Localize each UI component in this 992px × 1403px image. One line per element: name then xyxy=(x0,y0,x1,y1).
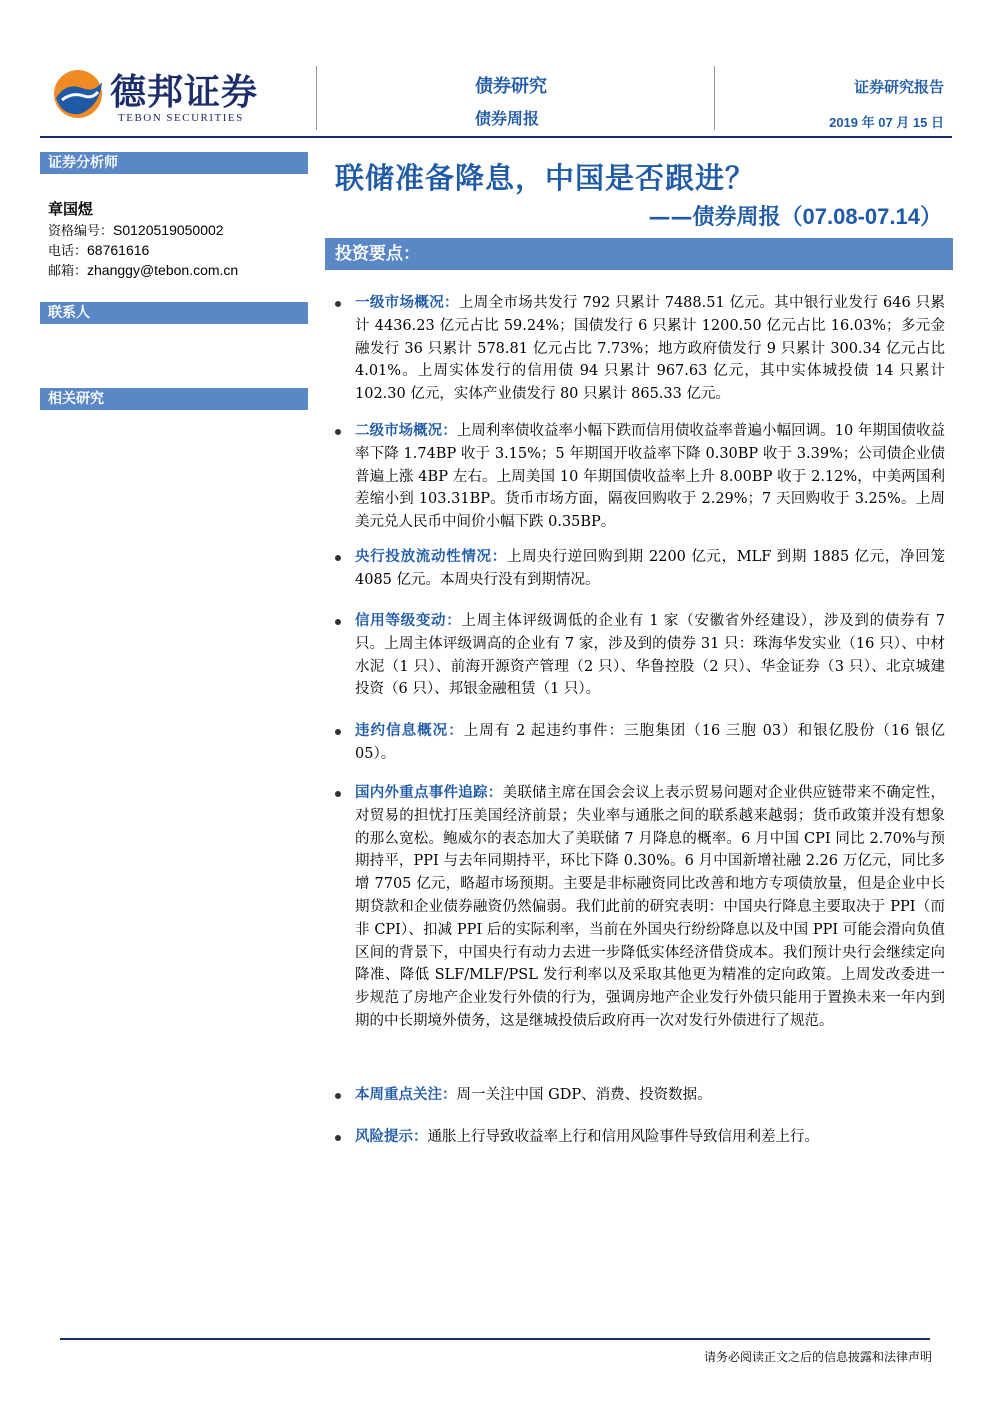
report-category: 债券研究 xyxy=(475,76,547,97)
bullet-rating-change xyxy=(337,610,945,701)
bullet-dot-icon xyxy=(335,555,341,561)
report-subcategory: 债券周报 xyxy=(475,109,540,128)
bullet-weekly-focus xyxy=(337,1084,945,1107)
subtitle-suffix: ） xyxy=(919,204,942,230)
footer-rule xyxy=(60,1338,930,1340)
bullet-dot-icon xyxy=(335,729,341,735)
analyst-heading-bar xyxy=(40,152,308,174)
bullet-dot-icon xyxy=(335,791,341,797)
report-title: 联储准备降息，中国是否跟进？ xyxy=(335,161,756,195)
bullet-default-info xyxy=(337,720,945,766)
bullet-risk-warning xyxy=(337,1126,945,1149)
phone-value: 68761616 xyxy=(87,242,150,258)
phone-line xyxy=(48,240,149,259)
bullet-dot-icon xyxy=(335,1135,341,1141)
bullet-key-events xyxy=(337,782,945,1033)
bullet-label: 二级市场概况： xyxy=(355,422,457,439)
related-heading: 相关研究 xyxy=(48,391,104,407)
contact-heading-bar xyxy=(40,302,308,324)
bullet-label: 央行投放流动性情况： xyxy=(355,548,507,565)
subtitle-date-range: 07.08-07.14 xyxy=(802,204,920,229)
bullet-label: 一级市场概况： xyxy=(355,294,459,311)
qualification-value: S0120519050002 xyxy=(113,222,224,238)
contact-heading: 联系人 xyxy=(48,305,90,321)
analyst-heading: 证券分析师 xyxy=(48,155,118,171)
logo-chinese-name: 德邦证券 xyxy=(110,71,259,113)
footer-disclaimer: 请务必阅读正文之后的信息披露和法律声明 xyxy=(703,1350,932,1364)
bullet-text: 美联储主席在国会会议上表示贸易问题对企业供应链带来不确定性，对贸易的担忧打压美国经济前景；失业率与通胀之间的联系越来越弱；货币政策并没有想象的那么宽松。鲍威尔的表态加大了美联储 7 月降息的概率。6 月中国 CPI 同比 2.70%与预期持平，PPI 与去年同期持平，环比下降 0.30%。6 月中国新增社融 2.26 万亿元，同比多增 7705 亿元，略超市场预期。主要是非标融资同比改善和地方专项债放量，但是企业中长期贷款和企业债券融资仍然偏弱。我们此前的研究表明：中国央行降息主要取决于 PPI（而非 CPI）、扣减 PPI 后的实际利率，当前在外国央行纷纷降息以及中国 PPI 可能会滑向负值区间的背景下，中国央行有动力去进一步降低实体经济借贷成本。我们预计央行会继续定向降准、降低 SLF/MLF/PSL 发行利率以及采取其他更为精准的定向政策。上周发改委进一步规范了房地产企业发行外债的行为，强调房地产企业发行外债只能用于置换未来一年内到期的中长期境外债务，这是继城投债后政府再一次对发行外债进行了规范。 xyxy=(355,785,946,1029)
bullet-dot-icon xyxy=(335,619,341,625)
bullet-text: 上周利率债收益率小幅下跌而信用债收益率普遍小幅回调。10 年期国债收益率下降 1.74BP 收于 3.15%；5 年期国开收益率下降 0.30BP 收于 3.39%；公司债企业债普遍上涨 4BP 左右。上周美国 10 年期国债收益率上升 8.00BP 收于 2.12%，中美两国利差缩小到 103.31BP。货币市场方面，隔夜回购收于 2.29%；7 天回购收于 3.25%。上周美元兑人民币中间价小幅下跌 0.35BP。 xyxy=(355,423,946,531)
email-value[interactable]: zhanggy@tebon.com.cn xyxy=(87,262,239,278)
key-points-heading: 投资要点： xyxy=(325,238,953,270)
bullet-text: 周一关注中国 GDP、消费、投资数据。 xyxy=(456,1087,712,1103)
qualification-line xyxy=(48,220,224,239)
related-heading-bar xyxy=(40,388,308,410)
analyst-name: 章国煜 xyxy=(48,200,94,218)
report-subtitle xyxy=(649,200,942,231)
bullet-label: 信用等级变动： xyxy=(355,612,462,629)
bullet-text: 上周央行逆回购到期 2200 亿元，MLF 到期 1885 亿元，净回笼 4085 亿元。本周央行没有到期情况。 xyxy=(355,549,946,588)
header-divider xyxy=(714,66,715,130)
qualification-label: 资格编号： xyxy=(48,224,114,239)
bullet-text: 上周主体评级调低的企业有 1 家（安徽省外经建设），涉及到的债券有 7 只。上周主体评级调高的企业有 7 家，涉及到的债券 31 只：珠海华发实业（16 只）、中材水泥（1 只）、前海开源资产管理（2 只）、华鲁控股（2 只）、华金证券（3 只）、北京城建投资（6 只）、邦银金融租赁（1 只）。 xyxy=(355,613,945,698)
bullet-dot-icon xyxy=(335,1093,341,1099)
header-rule xyxy=(40,136,952,138)
subtitle-prefix: ——债券周报（ xyxy=(648,204,803,230)
report-type: 证券研究报告 xyxy=(853,78,944,96)
bullet-label: 违约信息概况： xyxy=(355,722,464,739)
bullet-label: 本周重点关注： xyxy=(355,1086,457,1103)
bullet-label: 风险提示： xyxy=(355,1128,428,1145)
header-divider xyxy=(316,66,317,130)
bullet-dot-icon xyxy=(335,301,341,307)
logo-english-name: TEBON SECURITIES xyxy=(118,112,244,124)
bullet-text: 上周全市场共发行 792 只累计 7488.51 亿元。其中银行业发行 646 只累计 4436.23 亿元占比 59.24%；国债发行 6 只累计 1200.50 亿元占比 16.03%；多元金融发行 36 只累计 578.81 亿元占比 7.73%；地方政府债发行 9 只累计 300.34 亿元占比 4.01%。上周实体发行的信用债 94 只累计 967.63 亿元，其中实体城投债 14 只累计 102.30 亿元，实体产业债发行 80 只累计 865.33 亿元。 xyxy=(355,295,945,403)
tebon-logo-icon xyxy=(52,68,104,120)
bullet-primary-market xyxy=(337,292,945,406)
bullet-text: 上周有 2 起违约事件：三胞集团（16 三胞 03）和银亿股份（16 银亿 05）。 xyxy=(355,723,946,762)
bullet-dot-icon xyxy=(335,429,341,435)
bullet-label: 国内外重点事件追踪： xyxy=(355,784,503,801)
bullet-liquidity xyxy=(337,546,945,592)
email-label: 邮箱： xyxy=(48,264,88,279)
email-line xyxy=(48,260,238,279)
bullet-secondary-market xyxy=(337,420,945,534)
bullet-text: 通胀上行导致收益率上行和信用风险事件导致信用利差上行。 xyxy=(427,1129,819,1145)
phone-label: 电话： xyxy=(48,244,88,259)
report-date: 2019 年 07 月 15 日 xyxy=(829,115,944,130)
